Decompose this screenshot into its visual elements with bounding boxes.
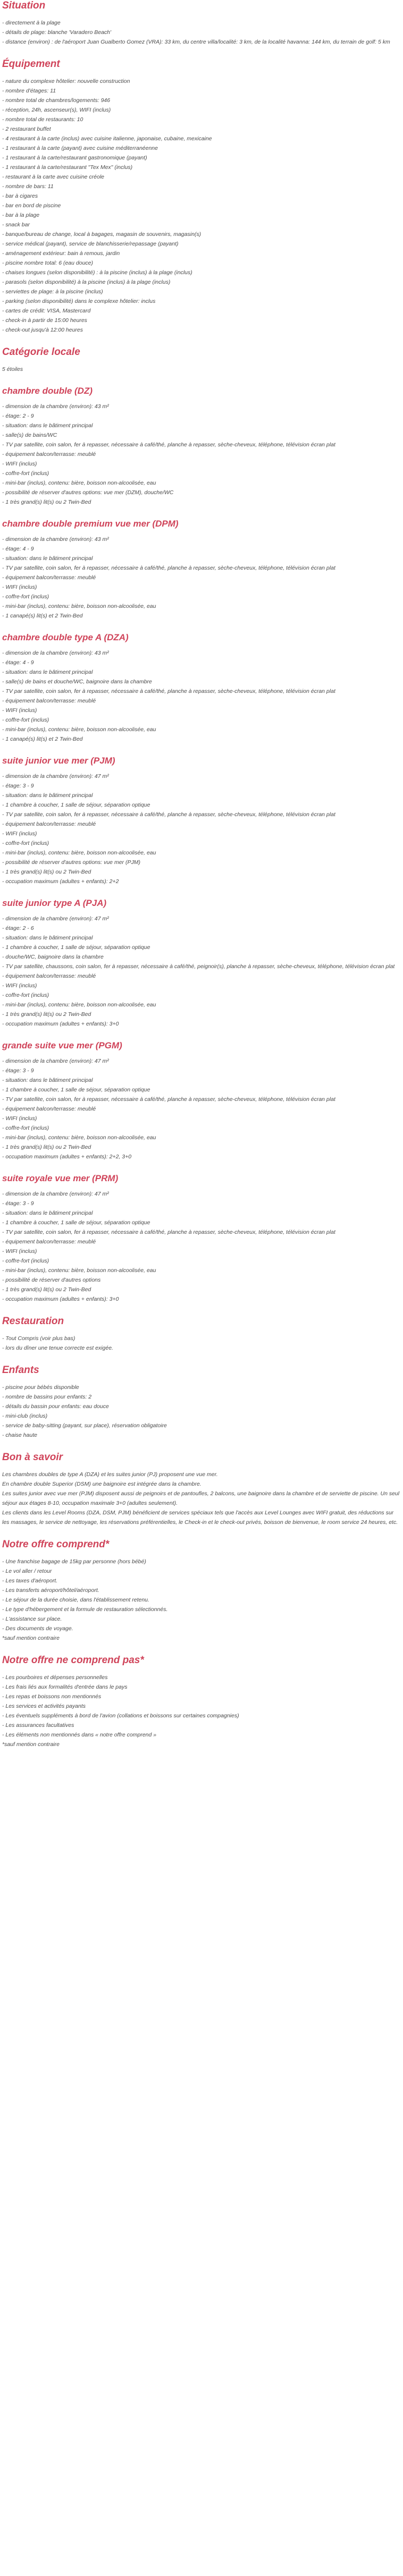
list-item: - équipement balcon/terrasse: meublé (2, 973, 96, 979)
list-item: - 1 chambre à coucher, 1 salle de séjour, séparation optique (2, 802, 150, 808)
list-item: - Des documents de voyage. (2, 1625, 73, 1632)
list-item: - Les pourboires et dépenses personnelles (2, 1674, 108, 1681)
list-item: - TV par satellite, coin salon, fer à repasser, nécessaire à café/thé, planche à repasser, sèche-cheveux, téléphone, télévision écran plat (2, 1229, 335, 1235)
room-features-list (2, 914, 401, 1029)
list-item: - TV par satellite, coin salon, fer à repasser, nécessaire à café/thé, planche à repasser, sèche-cheveux, téléphone, télévision écran plat (2, 442, 335, 448)
list-item: - nombre total de restaurants: 10 (2, 116, 83, 123)
list-item: - coffre-fort (inclus) (2, 992, 49, 998)
list-item: - coffre-fort (inclus) (2, 1258, 49, 1264)
list-item: - situation: dans le bâtiment principal (2, 669, 93, 675)
list-item: - Les éventuels suppléments à bord de l'avion (collations et boissons sur certaines compagnies) (2, 1713, 239, 1719)
list-item: - Les éléments non mentionnés dans « notre offre comprend » (2, 1732, 157, 1738)
list-item: - 4 restaurant à la carte (inclus) avec cuisine italienne, japonaise, cubaine, mexicaine (2, 135, 212, 142)
list-item: - 1 chambre à coucher, 1 salle de séjour, séparation optique (2, 944, 150, 951)
list-item: - Les repas et boissons non mentionnés (2, 1693, 102, 1700)
list-item: - directement à la plage (2, 20, 61, 26)
list-item: - aménagement extérieur: bain à remous, jardin (2, 250, 120, 257)
list-item: - équipement balcon/terrasse: meublé (2, 821, 96, 827)
list-item: - mini-bar (inclus), contenu: bière, boisson non-alcoolisée, eau (2, 850, 156, 856)
list-item: - Les frais liés aux formalités d'entrée dans le pays (2, 1684, 128, 1690)
list-item: - étage: 4 - 9 (2, 659, 34, 666)
list-item: - équipement balcon/terrasse: meublé (2, 1239, 96, 1245)
list-item: - restaurant à la carte avec cuisine créole (2, 174, 105, 180)
list-item: - TV par satellite, coin salon, fer à repasser, nécessaire à café/thé, planche à repasser, sèche-cheveux, téléphone, télévision écran plat (2, 811, 335, 818)
list-item: - WIFI (inclus) (2, 1115, 37, 1122)
list-item: - parking (selon disponibilité) dans le complexe hôtelier: inclus (2, 298, 156, 304)
room-features-list (2, 402, 401, 507)
list-item: - 1 restaurant à la carte/restaurant gastronomique (payant) (2, 155, 147, 161)
list-item: - chaises longues (selon disponibilité) : à la piscine (inclus) à la plage (inclus) (2, 269, 192, 276)
room-features-list (2, 648, 401, 744)
offre-list (2, 1557, 401, 1643)
list-item: - piscine nombre total: 6 (eau douce) (2, 260, 94, 266)
list-item: - salle(s) de bains/WC (2, 432, 57, 438)
list-item: - Tout Compris (voir plus bas) (2, 1335, 75, 1342)
list-item: - WIFI (inclus) (2, 584, 37, 590)
list-item: - occupation maximum (adultes + enfants): 2+2, 3+0 (2, 1154, 132, 1160)
list-item: - mini-bar (inclus), contenu: bière, boisson non-alcoolisée, eau (2, 603, 156, 609)
list-item: Les suites junior avec vue mer (PJM) disposent aussi de peignoirs et de pantoufles, 2 balcons, une baignoire dans la chambre et de serviette de piscine. Un seul séjour aux étages 8-10, occupation maximale 3+0 (adultes seulement). (2, 1490, 400, 1506)
list-item: - équipement balcon/terrasse: meublé (2, 451, 96, 457)
list-item: - possibilité de réserver d'autres options: vue mer (DZM), douche/WC (2, 489, 174, 496)
list-item: - TV par satellite, coin salon, fer à repasser, nécessaire à café/thé, planche à repasser, sèche-cheveux, téléphone, télévision écran plat (2, 688, 335, 694)
list-item: - service de baby-sitting (payant, sur place), réservation obligatoire (2, 1422, 167, 1429)
room-title: grande suite vue mer (PGM) (2, 1040, 122, 1050)
list-item: - nombre d'étages: 11 (2, 88, 56, 94)
list-item: - étage: 3 - 9 (2, 1067, 34, 1074)
situation-list (2, 18, 401, 47)
list-item: - WIFI (inclus) (2, 1248, 37, 1255)
list-item: - salle(s) de bains et douche/WC, baignoire dans la chambre (2, 679, 152, 685)
list-item: - distance (environ) : de l'aéroport Juan Gualberto Gomez (VRA): 33 km, du centre villa/localité: 3 km, de la localité havanna: 144 km, du terrain de golf: 5 km (2, 39, 390, 45)
room-title: suite junior vue mer (PJM) (2, 756, 115, 766)
list-item: - Les assurances facultatives (2, 1722, 74, 1728)
list-item: - Le séjour de la durée choisie, dans l'établissement retenu. (2, 1597, 149, 1603)
list-item: - nombre de bassins pour enfants: 2 (2, 1394, 92, 1400)
section-title-bon-a-savoir: Bon à savoir (2, 1452, 63, 1463)
list-item: - mini-bar (inclus), contenu: bière, boisson non-alcoolisée, eau (2, 480, 156, 486)
list-item: - possibilité de réserver d'autres options: vue mer (PJM) (2, 859, 140, 866)
list-item: - 1 restaurant à la carte (payant) avec cuisine méditerranéenne (2, 145, 158, 151)
list-item: - lors du dîner une tenue correcte est exigée. (2, 1345, 113, 1351)
list-item: - 1 chambre à coucher, 1 salle de séjour, séparation optique (2, 1219, 150, 1226)
equipement-list (2, 77, 401, 335)
list-item: - dimension de la chambre (environ): 47 m² (2, 773, 109, 779)
list-item: - L'assistance sur place. (2, 1616, 62, 1622)
list-item: - cartes de crédit: VISA, Mastercard (2, 308, 91, 314)
list-item: - occupation maximum (adultes + enfants): 3+0 (2, 1021, 119, 1027)
list-item: - situation: dans le bâtiment principal (2, 555, 93, 562)
list-item: - Le vol aller / retour (2, 1568, 52, 1574)
list-item: - 2 restaurant buffet (2, 126, 51, 132)
bon-a-savoir-list (2, 1470, 401, 1527)
list-item: - détails de plage: blanche 'Varadero Beach' (2, 29, 112, 36)
list-item: En chambre double Superior (DSM) une baignoire est intégrée dans la chambre. (2, 1481, 202, 1487)
room-title: suite junior type A (PJA) (2, 898, 107, 908)
section-title-restauration: Restauration (2, 1316, 64, 1327)
list-item: - étage: 3 - 9 (2, 783, 34, 789)
section-title-enfants: Enfants (2, 1365, 39, 1376)
list-item: - mini-bar (inclus), contenu: bière, boisson non-alcoolisée, eau (2, 726, 156, 733)
list-item: - équipement balcon/terrasse: meublé (2, 1106, 96, 1112)
list-item: - 1 très grand(s) lit(s) ou 2 Twin-Bed (2, 869, 91, 875)
list-item: - coffre-fort (inclus) (2, 1125, 49, 1131)
list-item: - occupation maximum (adultes + enfants): 3+0 (2, 1296, 119, 1302)
list-item: - 1 canapé(s) lit(s) et 2 Twin-Bed (2, 613, 83, 619)
list-item: - WIFI (inclus) (2, 982, 37, 989)
enfants-list (2, 1383, 401, 1440)
section-title-categorie: Catégorie locale (2, 346, 80, 358)
list-item: - étage: 4 - 9 (2, 546, 34, 552)
list-item: - nature du complexe hôtelier: nouvelle construction (2, 78, 130, 84)
list-item: - équipement balcon/terrasse: meublé (2, 574, 96, 581)
non-offre-list (2, 1673, 401, 1749)
section-title-non-offre: Notre offre ne comprend pas* (2, 1655, 144, 1666)
room-title: chambre double (DZ) (2, 386, 93, 396)
list-item: - dimension de la chambre (environ): 47 m² (2, 1191, 109, 1197)
list-item: - Les taxes d'aéroport. (2, 1578, 58, 1584)
list-item: - possibilité de réserver d'autres options (2, 1277, 101, 1283)
list-item: - mini-club (inclus) (2, 1413, 48, 1419)
list-item: - dimension de la chambre (environ): 43 m² (2, 650, 109, 656)
room-title: chambre double premium vue mer (DPM) (2, 519, 179, 529)
list-item: *sauf mention contraire (2, 1635, 60, 1641)
list-item: - 1 très grand(s) lit(s) ou 2 Twin-Bed (2, 1011, 91, 1018)
list-item: - mini-bar (inclus), contenu: bière, boisson non-alcoolisée, eau (2, 1134, 156, 1141)
list-item: - WIFI (inclus) (2, 831, 37, 837)
list-item: - bar en bord de piscine (2, 202, 61, 209)
list-item: - coffre-fort (inclus) (2, 840, 49, 846)
list-item: - Les transferts aéroport/hôtel/aéroport. (2, 1587, 99, 1594)
list-item: - chaise haute (2, 1432, 37, 1438)
room-features-list (2, 535, 401, 621)
list-item: - serviettes de plage: à la piscine (inclus) (2, 289, 103, 295)
list-item: - TV par satellite, coin salon, fer à repasser, nécessaire à café/thé, planche à repasser, sèche-cheveux, téléphone, télévision écran plat (2, 565, 335, 571)
restauration-list (2, 1334, 401, 1353)
list-item: - 1 très grand(s) lit(s) ou 2 Twin-Bed (2, 1286, 91, 1293)
list-item: - service médical (payant), service de blanchisserie/repassage (payant) (2, 241, 179, 247)
list-item: - nombre total de chambres/logements: 946 (2, 97, 111, 104)
list-item: - étage: 3 - 9 (2, 1200, 34, 1207)
list-item: - occupation maximum (adultes + enfants): 2+2 (2, 878, 119, 885)
list-item: - dimension de la chambre (environ): 47 m² (2, 1058, 109, 1064)
list-item: - équipement balcon/terrasse: meublé (2, 698, 96, 704)
list-item: - Une franchise bagage de 15kg par personne (hors bébé) (2, 1558, 146, 1565)
star-rating: 5 étoiles (2, 366, 23, 372)
list-item: - dimension de la chambre (environ): 43 m² (2, 536, 109, 543)
list-item: - dimension de la chambre (environ): 43 m² (2, 403, 109, 410)
list-item: - situation: dans le bâtiment principal (2, 422, 93, 429)
list-item: - 1 canapé(s) lit(s) et 2 Twin-Bed (2, 736, 83, 742)
list-item: - Le type d'hébergement et la formule de restauration sélectionnés. (2, 1606, 168, 1613)
list-item: - 1 restaurant à la carte/restaurant "Tex Mex" (inclus) (2, 164, 133, 171)
list-item: Les clients dans les Level Rooms (DZA, DSM, PJM) bénéficient de services spéciaux tels que l'accès aux Level Lounges avec WIFI gratuit, des réductions sur les massages, le service de nettoyage, les réservations préférentielles, le Check-in et le check-out privés, boisson de bienvenue, le room service 24 heures, etc. (2, 1510, 398, 1526)
list-item: - situation: dans le bâtiment principal (2, 1077, 93, 1083)
list-item: *sauf mention contraire (2, 1741, 60, 1748)
list-item: - coffre-fort (inclus) (2, 470, 49, 477)
list-item: - Les services et activités payants (2, 1703, 86, 1709)
list-item: - coffre-fort (inclus) (2, 594, 49, 600)
list-item: - parasols (selon disponibilité) à la piscine (inclus) à la plage (inclus) (2, 279, 171, 285)
list-item: - TV par satellite, chaussons, coin salon, fer à repasser, nécessaire à café/thé, peignoir(s), planche à repasser, sèche-cheveux, téléphone, télévision écran plat (2, 963, 395, 970)
list-item: - TV par satellite, coin salon, fer à repasser, nécessaire à café/thé, planche à repasser, sèche-cheveux, téléphone, télévision écran plat (2, 1096, 335, 1103)
list-item: - check-in à partir de 15:00 heures (2, 317, 87, 324)
room-title: chambre double type A (DZA) (2, 632, 129, 642)
list-item: - 1 très grand(s) lit(s) ou 2 Twin-Bed (2, 499, 91, 505)
section-title-equipement: Équipement (2, 58, 60, 70)
list-item: - nombre de bars: 11 (2, 183, 54, 190)
list-item: - réception, 24h, ascenseur(s), WIFI (inclus) (2, 107, 111, 113)
list-item: - douche/WC, baignoire dans la chambre (2, 954, 104, 960)
list-item: - bar à cigares (2, 193, 38, 199)
list-item: - banque/bureau de change, local à bagages, magasin de souvenirs, magasin(s) (2, 231, 202, 238)
list-item: - WIFI (inclus) (2, 707, 37, 714)
list-item: - WIFI (inclus) (2, 461, 37, 467)
list-item: - piscine pour bébés disponible (2, 1384, 79, 1391)
list-item: Les chambres doubles de type A (DZA) et les suites junior (PJ) proposent une vue mer. (2, 1471, 218, 1478)
list-item: - étage: 2 - 9 (2, 413, 34, 419)
room-features-list (2, 772, 401, 886)
list-item: - dimension de la chambre (environ): 47 m² (2, 916, 109, 922)
room-features-list (2, 1056, 401, 1162)
list-item: - 1 chambre à coucher, 1 salle de séjour, séparation optique (2, 1087, 150, 1093)
list-item: - check-out jusqu'à 12:00 heures (2, 327, 83, 333)
rooms-container (2, 386, 401, 1304)
list-item: - coffre-fort (inclus) (2, 717, 49, 723)
list-item: - 1 très grand(s) lit(s) ou 2 Twin-Bed (2, 1144, 91, 1150)
section-title-offre: Notre offre comprend* (2, 1539, 110, 1550)
list-item: - bar à la plage (2, 212, 40, 218)
room-title: suite royale vue mer (PRM) (2, 1173, 119, 1183)
list-item: - mini-bar (inclus), contenu: bière, boisson non-alcoolisée, eau (2, 1267, 156, 1274)
list-item: - détails du bassin pour enfants: eau douce (2, 1403, 109, 1410)
list-item: - situation: dans le bâtiment principal (2, 792, 93, 799)
list-item: - mini-bar (inclus), contenu: bière, boisson non-alcoolisée, eau (2, 1002, 156, 1008)
room-features-list (2, 1189, 401, 1304)
list-item: - situation: dans le bâtiment principal (2, 935, 93, 941)
section-title-situation: Situation (2, 0, 46, 11)
list-item: - snack bar (2, 222, 30, 228)
list-item: - étage: 2 - 6 (2, 925, 34, 931)
list-item: - situation: dans le bâtiment principal (2, 1210, 93, 1216)
